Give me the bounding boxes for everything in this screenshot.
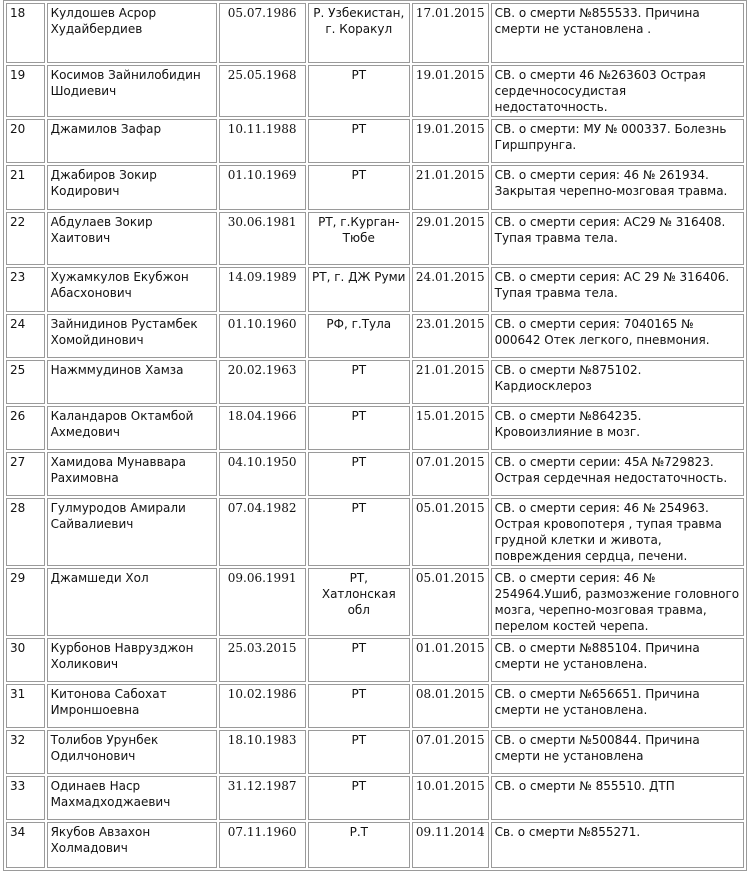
table-row [6,684,744,728]
person-name: Джамшеди Хол [47,568,217,636]
birth-place: Р. Узбекистан, г. Коракул [308,3,410,63]
table-row [6,212,744,265]
row-number: 21 [6,165,45,210]
table-row [6,314,744,358]
birth-place: РТ, г.Курган-Тюбе [308,212,410,265]
death-certificate-cause: СВ. о смерти серия: АС 29 № 316406. Тупая травма тела. [491,267,744,312]
death-date: 24.01.2015 [412,267,489,312]
birth-place: РТ [308,165,410,210]
death-certificate-cause: СВ. о смерти №864235. Кровоизлияние в мозг. [491,406,744,450]
person-name: Гулмуродов Амирали Сайвалиевич [47,498,217,566]
death-date: 21.01.2015 [412,165,489,210]
table-row [6,498,744,566]
death-certificate-cause: СВ. о смерти №656651. Причина смерти не установлена. [491,684,744,728]
row-number: 23 [6,267,45,312]
death-certificate-cause: СВ. о смерти серия: 46 № 254964.Ушиб, размозжение головного мозга, черепно-мозговая травма, перелом костей черепа. [491,568,744,636]
person-name: Джамилов Зафар [47,119,217,163]
row-number: 26 [6,406,45,450]
birth-date: 01.10.1960 [219,314,306,358]
death-date: 15.01.2015 [412,406,489,450]
birth-place: РФ, г.Тула [308,314,410,358]
row-number: 34 [6,822,45,868]
death-certificate-cause: СВ. о смерти серия: 46 № 254963. Острая кровопотеря , тупая травма грудной клетки и живота, повреждения сердца, печени. [491,498,744,566]
person-name: Джабиров Зокир Кодирович [47,165,217,210]
row-number: 27 [6,452,45,496]
table-row [6,776,744,820]
birth-date: 25.05.1968 [219,65,306,117]
death-date: 17.01.2015 [412,3,489,63]
person-name: Курбонов Наврузджон Холикович [47,638,217,682]
birth-date: 04.10.1950 [219,452,306,496]
table-row [6,119,744,163]
birth-date: 10.02.1986 [219,684,306,728]
birth-place: РТ [308,119,410,163]
birth-date: 05.07.1986 [219,3,306,63]
person-name: Абдулаев Зокир Хаитович [47,212,217,265]
table-row [6,267,744,312]
birth-place: РТ [308,65,410,117]
row-number: 28 [6,498,45,566]
table-row [6,3,744,63]
birth-date: 18.10.1983 [219,730,306,774]
birth-place: РТ [308,498,410,566]
table-row [6,165,744,210]
person-name: Хужамкулов Екубжон Абасхонович [47,267,217,312]
person-name: Китонова Сабохат Имроншоевна [47,684,217,728]
death-certificate-cause: СВ. о смерти: МУ № 000337. Болезнь Гиршпрунга. [491,119,744,163]
row-number: 19 [6,65,45,117]
row-number: 29 [6,568,45,636]
death-date: 07.01.2015 [412,452,489,496]
records-table [3,0,747,871]
death-date: 09.11.2014 [412,822,489,868]
death-certificate-cause: СВ. о смерти серия: АС29 № 316408. Тупая травма тела. [491,212,744,265]
birth-place: РТ [308,684,410,728]
birth-place: РТ, Хатлонская обл [308,568,410,636]
birth-date: 14.09.1989 [219,267,306,312]
birth-date: 07.04.1982 [219,498,306,566]
table-row [6,730,744,774]
person-name: Хамидова Мунаввара Рахимовна [47,452,217,496]
row-number: 18 [6,3,45,63]
death-date: 07.01.2015 [412,730,489,774]
birth-place: РТ [308,452,410,496]
death-certificate-cause: СВ. о смерти 46 №263603 Острая сердечнососудистая недостаточность. [491,65,744,117]
row-number: 20 [6,119,45,163]
person-name: Зайнидинов Рустамбек Хомойдинович [47,314,217,358]
death-date: 01.01.2015 [412,638,489,682]
birth-place: РТ [308,776,410,820]
person-name: Якубов Авзахон Холмадович [47,822,217,868]
birth-place: РТ, г. ДЖ Руми [308,267,410,312]
birth-date: 30.06.1981 [219,212,306,265]
row-number: 32 [6,730,45,774]
birth-date: 31.12.1987 [219,776,306,820]
death-certificate-cause: СВ. о смерти серия: 46 № 261934. Закрытая черепно-мозговая травма. [491,165,744,210]
row-number: 22 [6,212,45,265]
birth-place: РТ [308,406,410,450]
person-name: Нажммудинов Хамза [47,360,217,404]
row-number: 24 [6,314,45,358]
person-name: Каландаров Октамбой Ахмедович [47,406,217,450]
death-certificate-cause: СВ. о смерти №500844. Причина смерти не установлена [491,730,744,774]
table-row [6,65,744,117]
table-row [6,638,744,682]
death-certificate-cause: Св. о смерти №855271. [491,822,744,868]
birth-date: 09.06.1991 [219,568,306,636]
birth-place: РТ [308,360,410,404]
death-date: 10.01.2015 [412,776,489,820]
row-number: 30 [6,638,45,682]
death-date: 29.01.2015 [412,212,489,265]
death-certificate-cause: СВ. о смерти №855533. Причина смерти не установлена . [491,3,744,63]
death-certificate-cause: СВ. о смерти №875102. Кардиосклероз [491,360,744,404]
row-number: 25 [6,360,45,404]
table-row [6,360,744,404]
death-date: 19.01.2015 [412,65,489,117]
birth-date: 01.10.1969 [219,165,306,210]
person-name: Кулдошев Асрор Худайбердиев [47,3,217,63]
birth-date: 10.11.1988 [219,119,306,163]
death-date: 21.01.2015 [412,360,489,404]
birth-date: 20.02.1963 [219,360,306,404]
birth-date: 07.11.1960 [219,822,306,868]
death-certificate-cause: СВ. о смерти № 855510. ДТП [491,776,744,820]
death-date: 05.01.2015 [412,498,489,566]
birth-date: 18.04.1966 [219,406,306,450]
birth-place: Р.Т [308,822,410,868]
table-row [6,452,744,496]
death-certificate-cause: СВ. о смерти №885104. Причина смерти не установлена. [491,638,744,682]
records-body [6,3,744,868]
birth-place: РТ [308,730,410,774]
death-date: 08.01.2015 [412,684,489,728]
death-date: 23.01.2015 [412,314,489,358]
person-name: Толибов Урунбек Одилчонович [47,730,217,774]
person-name: Косимов Зайнилобидин Шодиевич [47,65,217,117]
death-certificate-cause: СВ. о смерти серия: 7040165 № 000642 Отек легкого, пневмония. [491,314,744,358]
death-date: 05.01.2015 [412,568,489,636]
person-name: Одинаев Наср Махмадходжаевич [47,776,217,820]
death-date: 19.01.2015 [412,119,489,163]
birth-place: РТ [308,638,410,682]
row-number: 33 [6,776,45,820]
table-row [6,822,744,868]
table-row [6,406,744,450]
row-number: 31 [6,684,45,728]
table-row [6,568,744,636]
birth-date: 25.03.2015 [219,638,306,682]
death-certificate-cause: СВ. о смерти серии: 45А №729823. Острая сердечная недостаточность. [491,452,744,496]
